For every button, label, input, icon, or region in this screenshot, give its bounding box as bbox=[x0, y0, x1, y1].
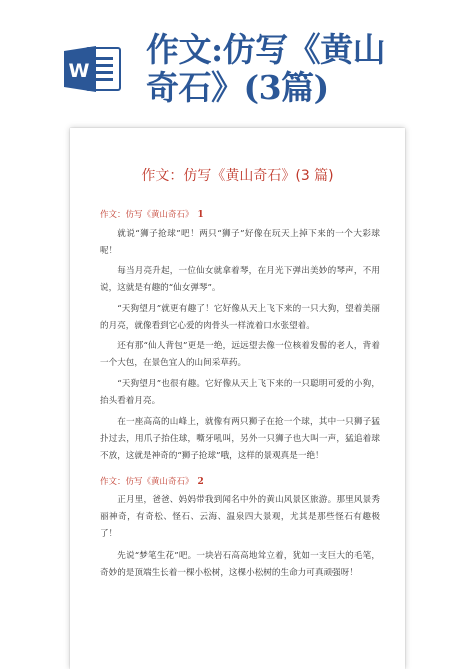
svg-text:W: W bbox=[68, 60, 90, 82]
paragraph: 还有那“仙人背包”更是一绝，远远望去像一位核着发髻的老人，背着一个大包，在景色宜人的山间采草药。 bbox=[100, 341, 380, 368]
paragraph: 在一座高高的山峰上，就像有两只狮子在抢一个球，其中一只狮子猛扑过去，用爪子抬住球，嘶牙吼叫，另外一只狮子也大叫一声，猛追着球不放，这就是神奇的“狮子抢球”哦，这样的景观真是一绝！ bbox=[100, 417, 380, 461]
paragraph: 正月里，爸爸、妈妈带我到闻名中外的黄山风景区旅游。那里风景秀丽神奇，有奇松、怪石、云海、温泉四大景观，尤其是那些怪石有趣极了！ bbox=[100, 495, 380, 539]
word-document-icon bbox=[62, 44, 124, 94]
paragraph: “天狗望月”就更有趣了！它好像从天上飞下来的一只大狗，望着美丽的月亮，就像看到它心爱的肉骨头一样流着口水张望着。 bbox=[100, 304, 380, 331]
paragraph: “天狗望月”也很有趣。它好像从天上飞下来的一只聪明可爱的小狗，抬头看着月亮。 bbox=[100, 379, 380, 406]
section-number: 1 bbox=[197, 210, 204, 220]
section-heading-1 bbox=[100, 208, 204, 220]
paragraph: 先说“梦笔生花”吧。一块岩石高高地耸立着，犹如一支巨大的毛笔，奇妙的是顶端生长着一棵小松树，这棵小松树的生命力可真顽强呀！ bbox=[100, 551, 380, 578]
section-number: 2 bbox=[197, 477, 204, 487]
paragraph: 就说“狮子抢球”吧！两只“狮子”好像在玩天上掉下来的一个大彩球呢！ bbox=[100, 229, 380, 256]
page-header bbox=[0, 0, 474, 118]
document-page bbox=[70, 128, 405, 669]
section-heading-text: 作文：仿写《黄山奇石》 bbox=[100, 477, 194, 487]
section-heading-2 bbox=[100, 475, 204, 487]
document-title: 作文：仿写《黄山奇石》(3 篇) bbox=[141, 168, 334, 184]
page-title-line-2: 奇石》(3篇) bbox=[146, 68, 329, 107]
paragraph: 每当月亮升起，一位仙女就拿着琴，在月光下弹出美妙的琴声，不用说，这就是有趣的“仙女弹琴”。 bbox=[100, 266, 380, 293]
section-heading-text: 作文：仿写《黄山奇石》 bbox=[100, 210, 194, 220]
page-title-line-1: 作文:仿写《黄山 bbox=[146, 30, 386, 69]
